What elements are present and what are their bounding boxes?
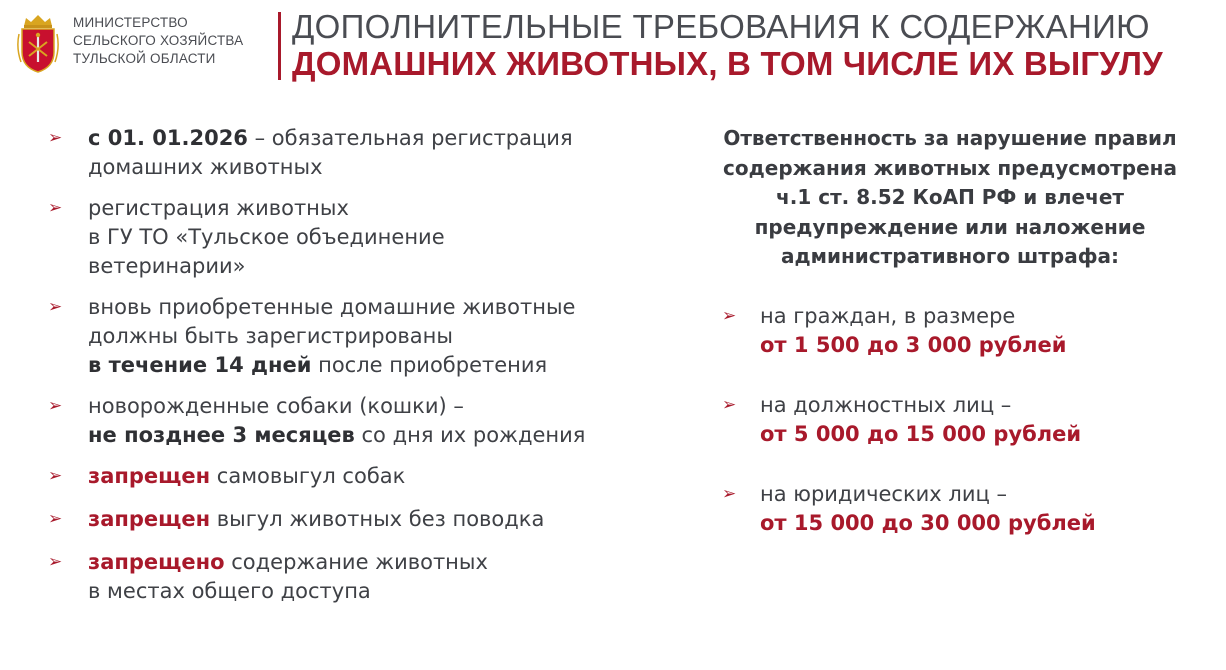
fine-item xyxy=(722,302,1212,391)
fines-list xyxy=(722,302,1212,569)
item-text: регистрация животных xyxy=(88,196,349,220)
item-text: со дня их рождения xyxy=(354,423,586,447)
arrow-bullet-icon: ➢ xyxy=(48,552,63,572)
page-title-line2: ДОМАШНИХ ЖИВОТНЫХ, В ТОМ ЧИСЛЕ ИХ ВЫГУЛУ xyxy=(292,45,1163,82)
fine-item xyxy=(722,391,1212,480)
list-item xyxy=(48,505,648,534)
responsibility-statement xyxy=(700,124,1200,272)
deadline-highlight: в течение 14 дней xyxy=(88,353,312,377)
list-item xyxy=(48,548,648,606)
list-item xyxy=(48,462,648,491)
arrow-bullet-icon: ➢ xyxy=(722,306,737,326)
responsibility-line: содержания животных предусмотрена xyxy=(723,155,1177,180)
fine-amount: от 15 000 до 30 000 рублей xyxy=(760,511,1096,535)
item-text: должны быть зарегистрированы xyxy=(88,324,453,348)
responsibility-line: административного штрафа: xyxy=(780,244,1120,268)
arrow-bullet-icon: ➢ xyxy=(48,128,63,148)
header xyxy=(0,0,1226,100)
deadline-highlight: не позднее 3 месяцев xyxy=(88,423,355,447)
date-highlight: с 01. 01.2026 xyxy=(88,126,248,150)
responsibility-line: Ответственность за нарушение правил xyxy=(723,126,1177,150)
arrow-bullet-icon: ➢ xyxy=(48,297,63,317)
prohibition-highlight: запрещен xyxy=(88,507,211,531)
arrow-bullet-icon: ➢ xyxy=(722,395,737,415)
arrow-bullet-icon: ➢ xyxy=(48,466,63,486)
responsibility-line: предупреждение или наложение xyxy=(754,214,1146,239)
item-text: в местах общего доступа xyxy=(88,579,371,603)
prohibition-highlight: запрещено xyxy=(88,550,225,574)
ministry-line: МИНИСТЕРСТВО xyxy=(73,15,188,30)
tula-coat-of-arms-icon xyxy=(16,12,60,74)
item-text: вновь приобретенные домашние животные xyxy=(88,295,576,319)
page-title-line1: ДОПОЛНИТЕЛЬНЫЕ ТРЕБОВАНИЯ К СОДЕРЖАНИЮ xyxy=(292,8,1150,45)
item-text: новорожденные собаки (кошки) – xyxy=(88,394,464,418)
item-text: выгул животных без поводка xyxy=(210,507,545,531)
arrow-bullet-icon: ➢ xyxy=(48,198,63,218)
item-text: содержание животных xyxy=(224,550,488,574)
responsibility-line: ч.1 ст. 8.52 КоАП РФ и влечет xyxy=(776,185,1124,209)
fine-amount: от 1 500 до 3 000 рублей xyxy=(760,333,1067,357)
list-item xyxy=(48,293,648,380)
fine-label: на должностных лиц – xyxy=(760,393,1012,417)
ministry-line: СЕЛЬСКОГО ХОЗЯЙСТВА xyxy=(73,33,244,48)
requirements-list xyxy=(48,124,648,606)
prohibition-highlight: запрещен xyxy=(88,464,211,488)
ministry-line: ТУЛЬСКОЙ ОБЛАСТИ xyxy=(73,51,216,66)
item-text: самовыгул собак xyxy=(210,464,406,488)
item-text: ветеринарии» xyxy=(88,254,246,278)
ministry-name xyxy=(73,14,243,68)
list-item xyxy=(48,194,648,281)
fine-amount: от 5 000 до 15 000 рублей xyxy=(760,422,1082,446)
item-text: в ГУ ТО «Тульское объединение xyxy=(88,225,445,249)
list-item xyxy=(48,392,648,450)
arrow-bullet-icon: ➢ xyxy=(48,396,63,416)
header-divider xyxy=(278,12,281,80)
item-text: – обязательная регистрация xyxy=(247,126,573,150)
fine-item xyxy=(722,480,1212,569)
fine-label: на граждан, в размере xyxy=(760,304,1016,328)
arrow-bullet-icon: ➢ xyxy=(722,484,737,504)
list-item xyxy=(48,124,648,182)
arrow-bullet-icon: ➢ xyxy=(48,509,63,529)
fine-label: на юридических лиц – xyxy=(760,482,1007,506)
item-text: домашних животных xyxy=(88,155,323,179)
item-text: после приобретения xyxy=(311,353,548,377)
